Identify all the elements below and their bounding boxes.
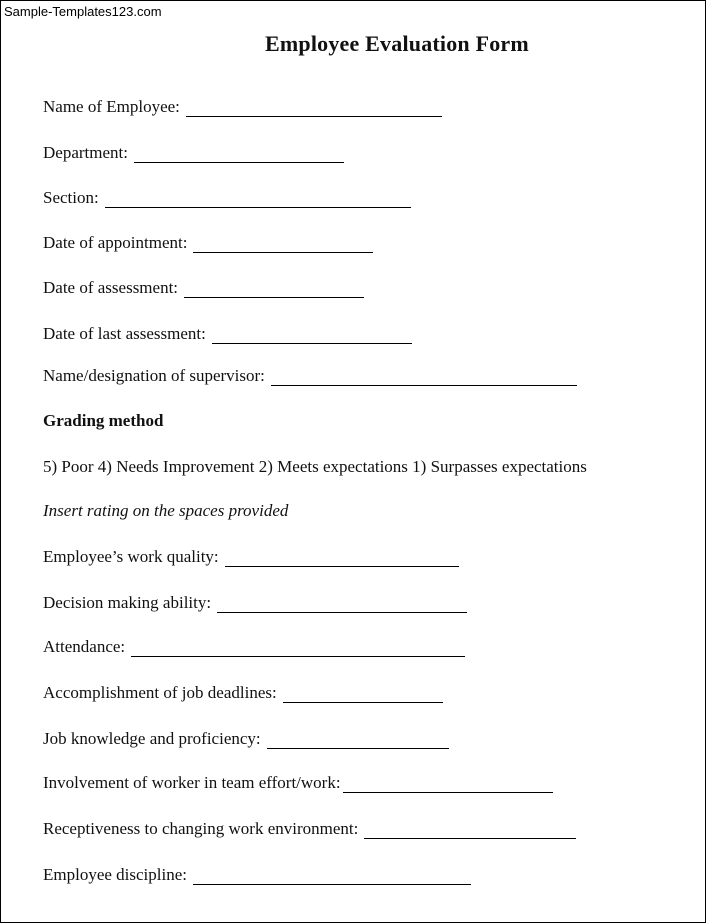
- field-label: Section:: [43, 188, 99, 207]
- decision-making-line[interactable]: [217, 596, 467, 613]
- job-deadlines-line[interactable]: [283, 686, 443, 703]
- attendance-line[interactable]: [131, 640, 465, 657]
- field-label: Date of last assessment:: [43, 324, 206, 343]
- field-label: Name of Employee:: [43, 97, 180, 116]
- rating-discipline: [43, 865, 471, 885]
- field-label: Job knowledge and proficiency:: [43, 729, 261, 748]
- field-label: Attendance:: [43, 637, 126, 656]
- grading-scale: 5) Poor 4) Needs Improvement 2) Meets expectations 1) Surpasses expectations: [43, 457, 587, 476]
- field-label: Name/designation of supervisor:: [43, 366, 265, 385]
- field-label: Accomplishment of job deadlines:: [43, 683, 277, 702]
- field-label: Employee discipline:: [43, 865, 187, 884]
- department-line[interactable]: [134, 146, 344, 163]
- team-effort-line[interactable]: [343, 776, 553, 793]
- rating-instruction: Insert rating on the spaces provided: [43, 501, 289, 520]
- date-last-assessment-line[interactable]: [212, 327, 412, 344]
- section-line[interactable]: [105, 191, 411, 208]
- field-label: Decision making ability:: [43, 593, 212, 612]
- rating-job-deadlines: [43, 683, 443, 703]
- rating-team-effort: [43, 773, 553, 793]
- field-date-assessment: [43, 278, 364, 298]
- field-section: [43, 188, 411, 208]
- receptiveness-line[interactable]: [364, 822, 576, 839]
- field-employee-name: [43, 97, 442, 117]
- field-label: Date of appointment:: [43, 233, 188, 252]
- rating-decision-making: [43, 593, 467, 613]
- field-date-last-assessment: [43, 324, 412, 344]
- date-assessment-line[interactable]: [184, 281, 364, 298]
- field-date-appointment: [43, 233, 373, 253]
- rating-receptiveness: [43, 819, 576, 839]
- field-supervisor: [43, 366, 577, 386]
- page-title: [1, 31, 705, 57]
- field-label: Receptiveness to changing work environment:: [43, 819, 359, 838]
- rating-attendance: [43, 637, 465, 657]
- field-label: Employee’s work quality:: [43, 547, 219, 566]
- date-appointment-line[interactable]: [193, 236, 373, 253]
- watermark: Sample-Templates123.com: [4, 4, 162, 19]
- rating-work-quality: [43, 547, 459, 567]
- field-label: Involvement of worker in team effort/work:: [43, 773, 341, 792]
- field-label: Date of assessment:: [43, 278, 179, 297]
- discipline-line[interactable]: [193, 868, 471, 885]
- field-label: Department:: [43, 143, 128, 162]
- employee-name-line[interactable]: [186, 100, 442, 117]
- rating-job-knowledge: [43, 729, 449, 749]
- grading-heading: Grading method: [43, 411, 164, 430]
- work-quality-line[interactable]: [225, 550, 459, 567]
- supervisor-line[interactable]: [271, 369, 577, 386]
- job-knowledge-line[interactable]: [267, 732, 449, 749]
- page-title-text: Employee Evaluation Form: [265, 31, 529, 56]
- field-department: [43, 143, 344, 163]
